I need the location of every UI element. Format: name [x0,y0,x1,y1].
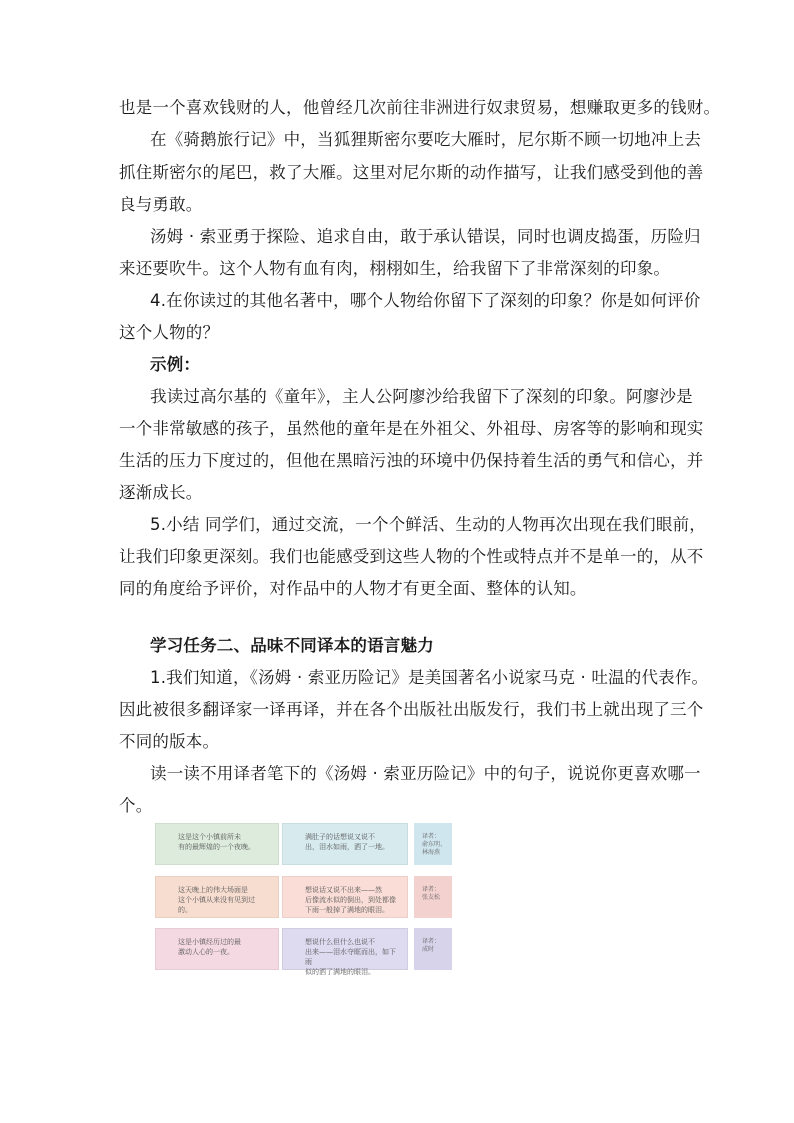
translation-comparison-figure [155,823,455,976]
paragraph-line: 良与勇敢。 [119,195,203,214]
question-4-line: 4.在你读过的其他名著中，哪个人物给你留下了深刻的印象？你是如何评价 [150,291,701,310]
paragraph-line: 抓住斯密尔的尾巴，救了大雁。这里对尼尔斯的动作描写，让我们感受到他的善 [119,163,704,182]
summary-line: 同的角度给予评价，对作品中的人物才有更全面、整体的认知。 [119,579,587,598]
paragraph-line: 在《骑鹅旅行记》中，当狐狸斯密尔要吃大雁时，尼尔斯不顾一切地冲上去 [150,130,702,149]
paragraph-line: 来还要吹牛。这个人物有血有肉，栩栩如生，给我留下了非常深刻的印象。 [119,259,671,278]
translation-sentence-card: 满肚子的话想说又说不 出，泪水如雨，洒了一地。 [282,823,408,865]
translator-label: 译者： 成时 [414,928,452,970]
task-2-line: 读一读不用译者笔下的《汤姆 · 索亚历险记》中的句子，说说你更喜欢哪一 [150,764,701,783]
task-2-heading: 学习任务二、品味不同译本的语言魅力 [150,636,434,655]
example-line: 生活的压力下度过的，但他在黑暗污浊的环境中仍保持着生活的勇气和信心，并 [119,451,704,470]
translation-sentence-card: 这是小镇经历过的最 激动人心的一夜。 [155,928,279,970]
task-2-line: 不同的版本。 [119,732,220,751]
task-2-line: 1.我们知道，《汤姆 · 索亚历险记》是美国著名小说家马克 · 吐温的代表作。 [150,668,709,687]
question-4-line: 这个人物的？ [119,323,220,342]
translation-sentence-card: 想说话又说不出来——然 后像流水似的倒出，到处都像 下雨一般掉了满地的眼泪。 [282,876,408,918]
example-line: 一个非常敏感的孩子，虽然他的童年是在外祖父、外祖母、房客等的影响和现实 [119,419,704,438]
task-2-line: 个。 [119,796,153,815]
summary-line: 让我们印象更深刻。我们也能感受到这些人物的个性或特点并不是单一的，从不 [119,547,704,566]
summary-line: 5.小结 同学们，通过交流，一个个鲜活、生动的人物再次出现在我们眼前， [150,515,706,534]
translation-sentence-card: 这是这个小镇前所未 有的最辉煌的一个夜晚。 [155,823,279,865]
translator-label: 译者： 张友松 [414,876,452,918]
translator-label: 译者： 俞东明、 林海燕 [414,823,452,865]
translation-sentence-card: 想说什么但什么也说不 出来——泪水夺眶而出，如下雨 似的洒了满地的眼泪。 [282,928,408,970]
example-label: 示例： [150,355,201,374]
example-line: 我读过高尔基的《童年》，主人公阿廖沙给我留下了深刻的印象。阿廖沙是 [150,387,693,406]
paragraph-line: 汤姆 · 索亚勇于探险、追求自由，敢于承认错误，同时也调皮捣蛋，历险归 [150,227,701,246]
task-2-line: 因此被很多翻译家一译再译，并在各个出版社出版发行，我们书上就出现了三个 [119,700,704,719]
example-line: 逐渐成长。 [119,483,203,502]
translation-sentence-card: 这天晚上的伟大场面是 这个小镇从来没有见到过的。 [155,876,279,918]
paragraph-line: 也是一个喜欢钱财的人，他曾经几次前往非洲进行奴隶贸易，想赚取更多的钱财。 [119,98,721,117]
